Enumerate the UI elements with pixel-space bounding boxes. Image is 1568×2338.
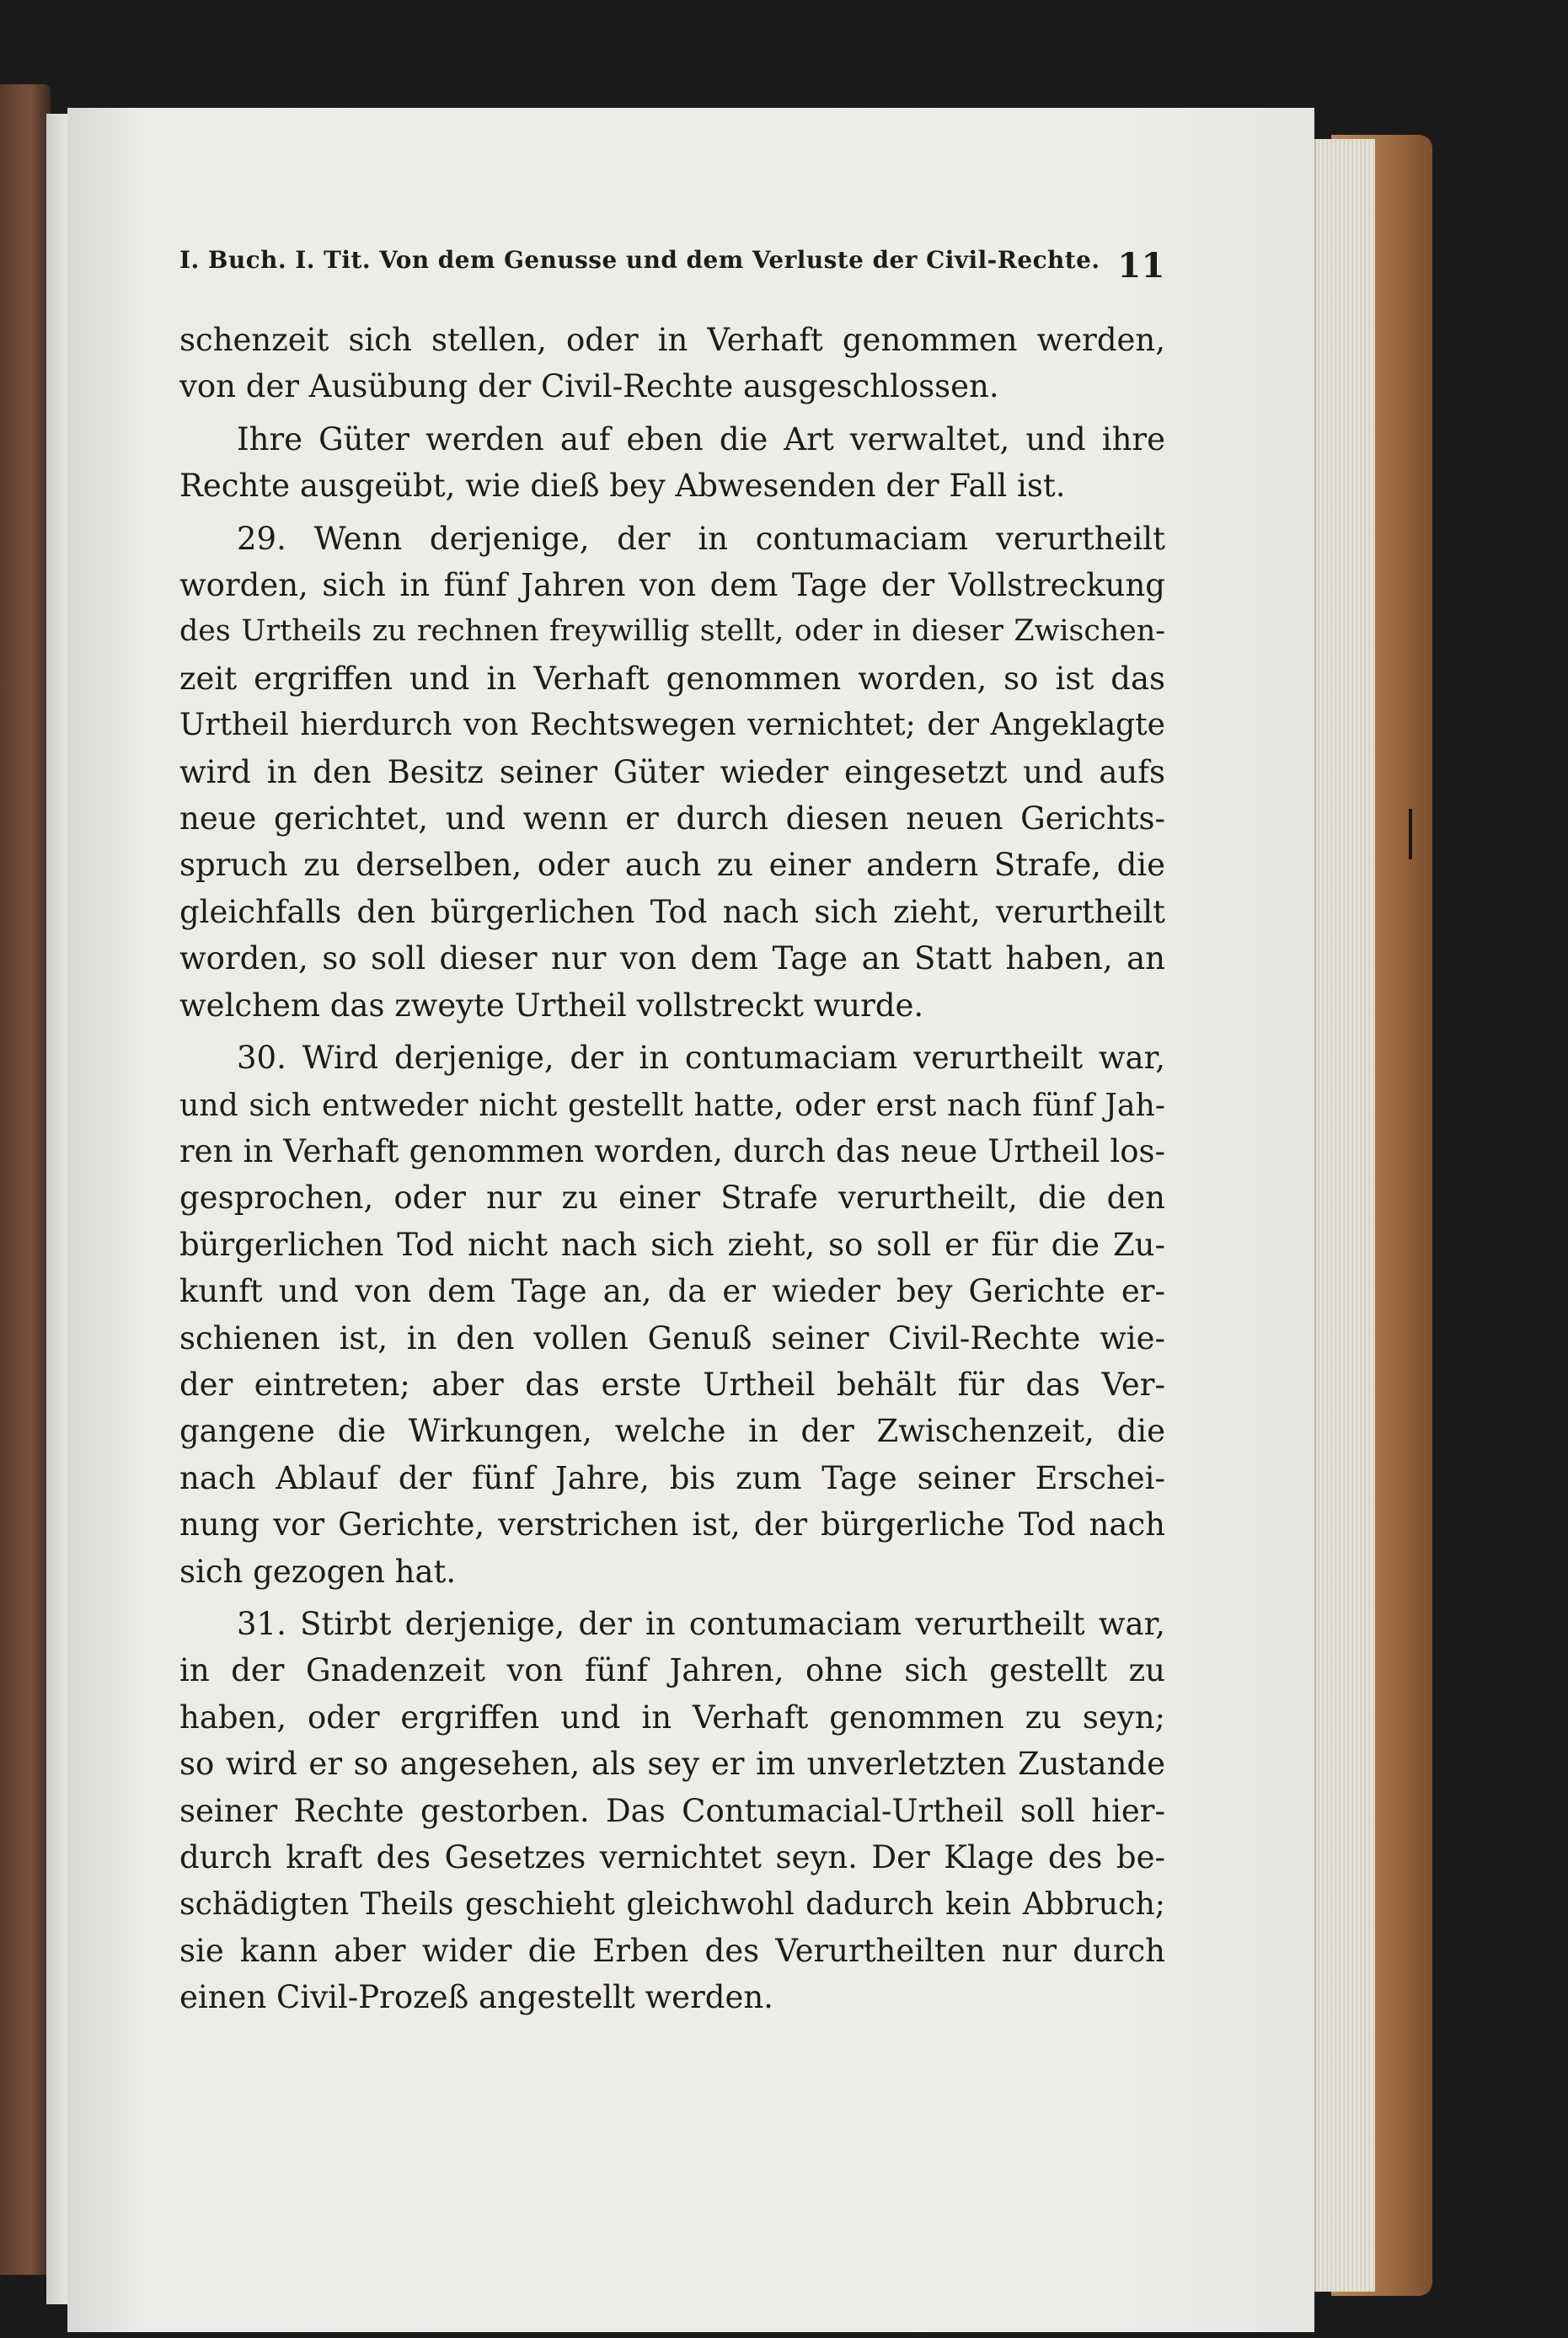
text-line: kunft und von dem Tage an, da er wieder bey Gerichte er- xyxy=(179,1273,1165,1310)
text-line: gesprochen, oder nur zu einer Strafe verurtheilt, die den xyxy=(179,1180,1165,1217)
cover-mark xyxy=(1409,809,1412,859)
text-line: schädigten Theils geschieht gleichwohl dadurch kein Abbruch; xyxy=(179,1886,1165,1923)
paragraph-continuation xyxy=(179,317,1165,410)
text-line: bürgerlichen Tod nicht nach sich zieht, so soll er für die Zu- xyxy=(179,1226,1165,1263)
text-line: schenzeit sich stellen, oder in Verhaft genommen werden, xyxy=(179,322,1165,358)
text-line: des Urtheils zu rechnen freywillig stellt, oder in dieser Zwischen- xyxy=(179,614,1165,649)
text-line: in der Gnadenzeit von fünf Jahren, ohne sich gestellt zu xyxy=(179,1652,1165,1689)
page-block-edge xyxy=(1314,139,1375,2292)
running-header xyxy=(179,246,1165,288)
text-line: spruch zu derselben, oder auch zu einer andern Strafe, die xyxy=(179,847,1165,884)
text-line: gleichfalls den bürgerlichen Tod nach sich zieht, verurtheilt xyxy=(179,893,1165,930)
page-content xyxy=(179,246,1165,2027)
text-line: von der Ausübung der Civil-Rechte ausgeschlossen. xyxy=(179,368,999,405)
text-line: welchem das zweyte Urtheil vollstreckt wurde. xyxy=(179,987,924,1024)
page-number: 11 xyxy=(1117,246,1165,286)
text-line: 29. Wenn derjenige, der in contumaciam verurtheilt xyxy=(237,520,1165,557)
text-line: gangene die Wirkungen, welche in der Zwischenzeit, die xyxy=(179,1413,1165,1450)
text-line: worden, sich in fünf Jahren von dem Tage der Vollstreckung xyxy=(179,567,1165,604)
text-line: 30. Wird derjenige, der in contumaciam verurtheilt war, xyxy=(237,1040,1165,1077)
paragraph-31 xyxy=(179,1601,1165,2021)
text-line: ren in Verhaft genommen worden, durch das neue Urtheil los- xyxy=(179,1132,1165,1169)
text-line: wird in den Besitz seiner Güter wieder eingesetzt und aufs xyxy=(179,753,1165,790)
text-line: schienen ist, in den vollen Genuß seiner Civil-Rechte wie- xyxy=(179,1319,1165,1356)
text-line: durch kraft des Gesetzes vernichtet seyn. Der Klage des be- xyxy=(179,1839,1165,1875)
text-line: seiner Rechte gestorben. Das Contumacial-Urtheil soll hier- xyxy=(179,1792,1165,1829)
text-line: so wird er so angesehen, als sey er im unverletzten Zustande xyxy=(179,1746,1165,1783)
paragraph xyxy=(179,416,1165,510)
paragraph-30 xyxy=(179,1035,1165,1595)
text-line: einen Civil-Prozeß angestellt werden. xyxy=(179,1979,773,2016)
paragraph-29 xyxy=(179,516,1165,1029)
running-title: I. Buch. I. Tit. Von dem Genusse und dem Verluste der Civil-Rechte. xyxy=(179,246,1100,274)
text-line: Urtheil hierdurch von Rechtswegen vernichtet; der Angeklagte xyxy=(179,707,1165,743)
text-line: sich gezogen hat. xyxy=(179,1553,457,1590)
body-text xyxy=(179,317,1165,2021)
text-line: 31. Stirbt derjenige, der in contumaciam verurtheilt war, xyxy=(237,1605,1165,1642)
text-line: Ihre Güter werden auf eben die Art verwaltet, und ihre xyxy=(237,420,1165,457)
text-line: sie kann aber wider die Erben des Verurtheilten nur durch xyxy=(179,1932,1165,1969)
text-line: neue gerichtet, und wenn er durch diesen neuen Gerichts- xyxy=(179,800,1165,837)
text-line: zeit ergriffen und in Verhaft genommen worden, so ist das xyxy=(179,660,1165,697)
text-line: der eintreten; aber das erste Urtheil behält für das Ver- xyxy=(179,1366,1165,1403)
text-line: und sich entweder nicht gestellt hatte, oder erst nach fünf Jah- xyxy=(179,1086,1165,1123)
text-line: worden, so soll dieser nur von dem Tage an Statt haben, an xyxy=(179,940,1165,977)
text-line: Rechte ausgeübt, wie dieß bey Abwesenden der Fall ist. xyxy=(179,468,1066,505)
book-cover-left-edge xyxy=(0,84,51,2275)
text-line: nach Ablauf der fünf Jahre, bis zum Tage seiner Erschei- xyxy=(179,1459,1165,1496)
text-line: nung vor Gerichte, verstrichen ist, der bürgerliche Tod nach xyxy=(179,1506,1165,1544)
text-line: haben, oder ergriffen und in Verhaft genommen zu seyn; xyxy=(179,1699,1165,1736)
